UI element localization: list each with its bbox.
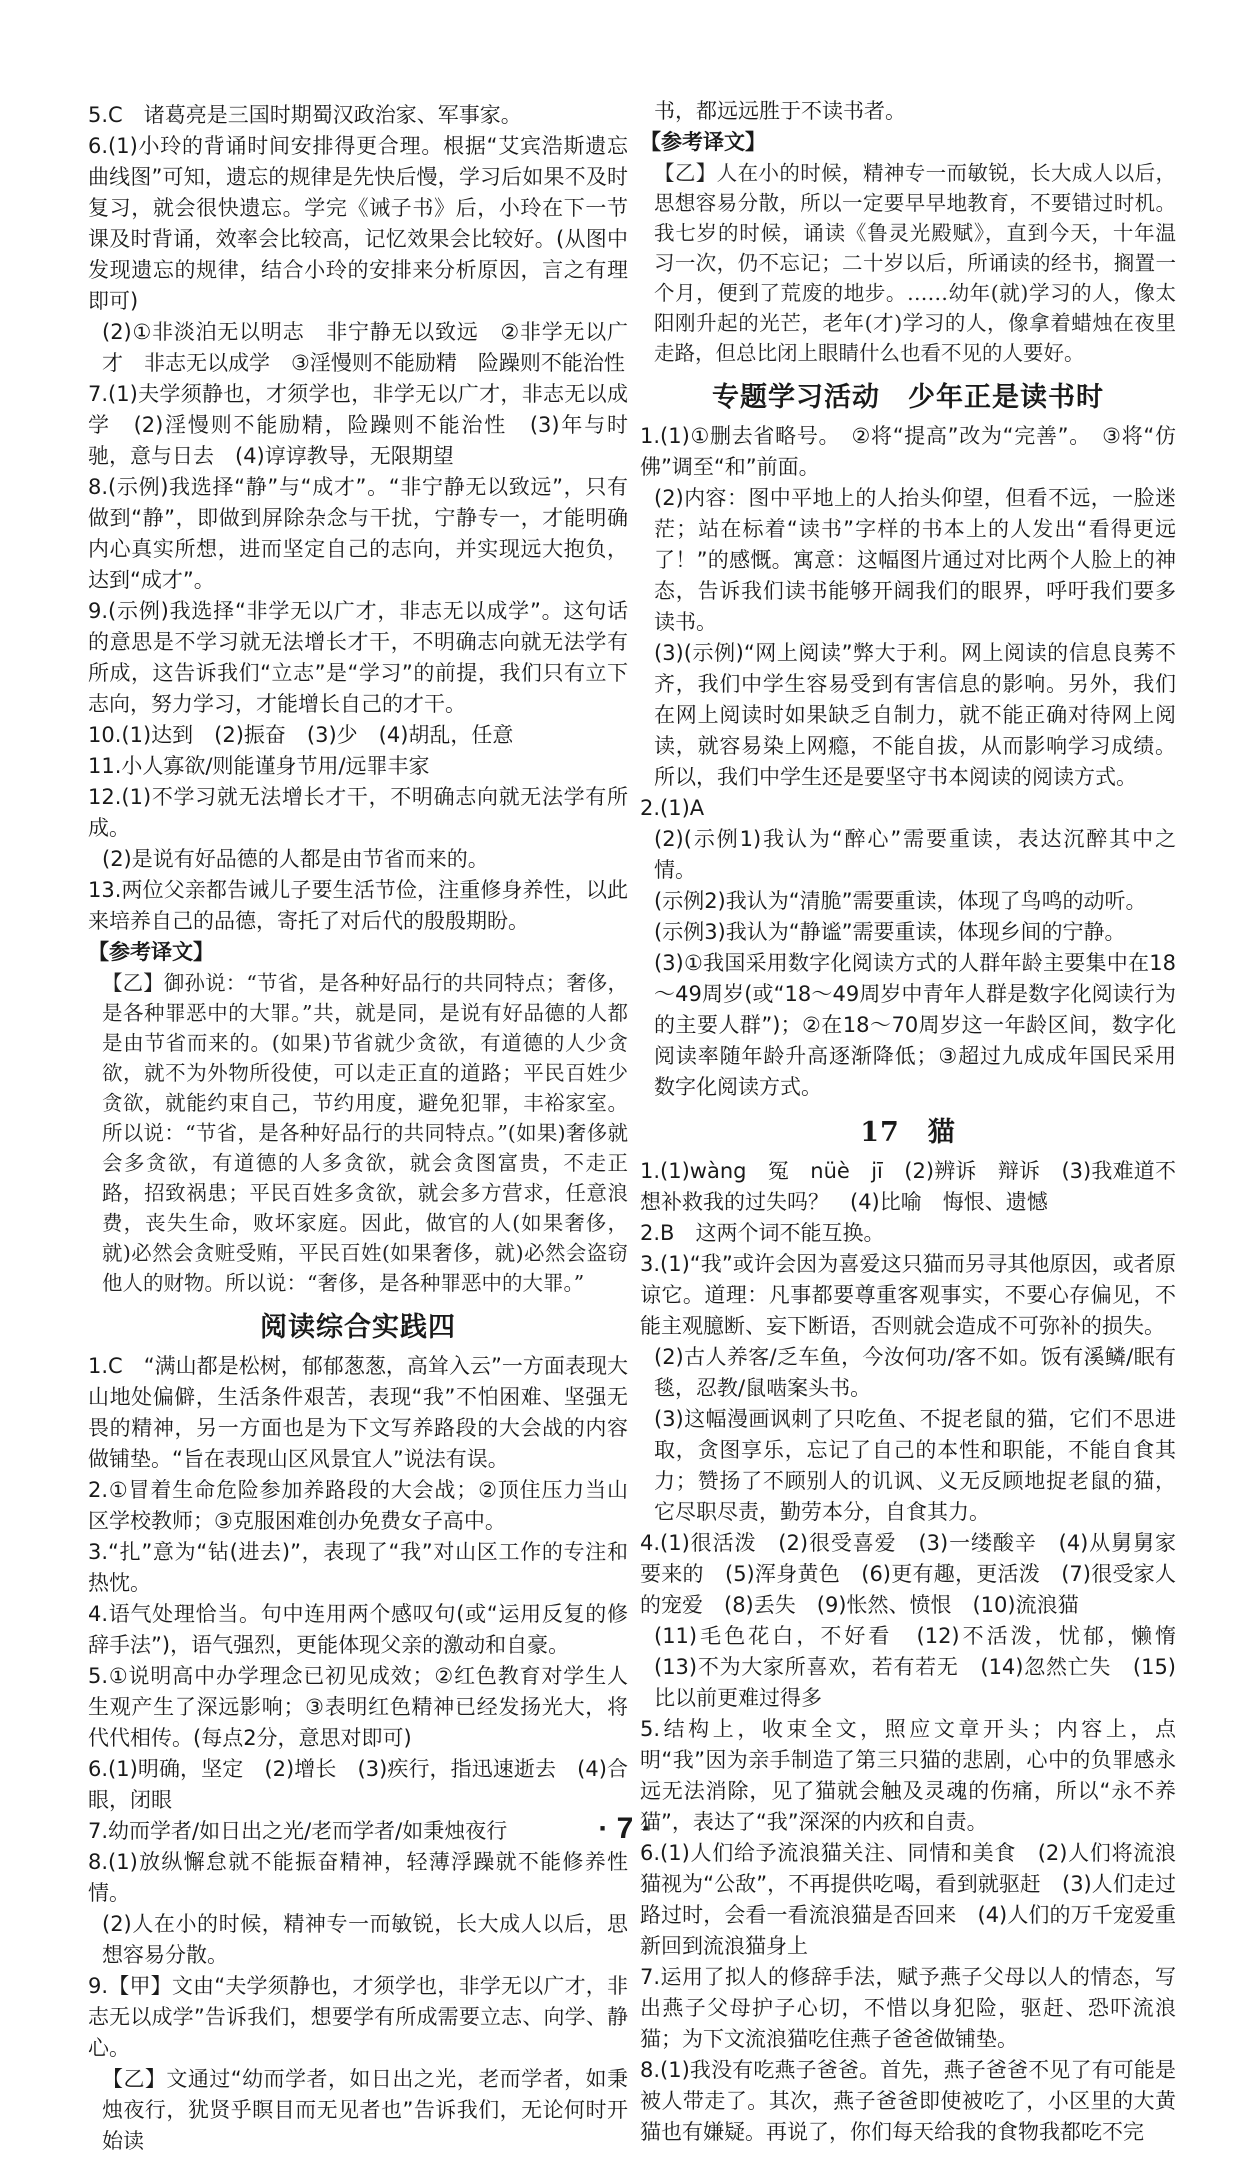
answer-subitem: (3)(示例)“网上阅读”弊大于利。网上阅读的信息良莠不齐，我们中学生容易受到有害信息的影响。另外，我们在网上阅读时如果缺乏自制力，就不能正确对待网上阅读，就容易染上网瘾，不能自拔，从而影响学习成绩。所以，我们中学生还是要坚守书本阅读的阅读方式。 [654, 641, 1176, 789]
answer-subitem: (2)(示例1)我认为“醉心”需要重读，表达沉醉其中之情。 [654, 827, 1176, 882]
answer-subitem: (11)毛色花白，不好看 (12)不活泼，忧郁，懒惰 (13)不为大家所喜欢，若有若无 (14)忽然亡失 (15)比以前更难过得多 [654, 1624, 1197, 1710]
answer-subitem: (示例2)我认为“清脆”需要重读，体现了鸟鸣的动听。 [654, 889, 1147, 913]
answer-item: 10.(1)达到 (2)振奋 (3)少 (4)胡乱，任意 [88, 723, 514, 747]
answer-item: 5.结构上，收束全文，照应文章开头；内容上，点明“我”因为亲手制造了第三只猫的悲剧，心中的负罪感永远无法消除，见了猫就会触及灵魂的伤痛，所以“永不养猫”，表达了“我”深深的内疚和自责。 [640, 1717, 1176, 1834]
answer-item: 6.(1)人们给予流浪猫关注、同情和美食 (2)人们将流浪猫视为“公敌”，不再提供吃喝，看到就驱赶 (3)人们走过路过时，会看一看流浪猫是否回来 (4)人们的万千宠爱重新回到流浪猫身上 [640, 1841, 1176, 1958]
answer-item: 3.(1)“我”或许会因为喜爱这只猫而另寻其他原因，或者原谅它。道理：凡事都要尊重客观事实，不要心存偏见，不能主观臆断、妄下断语，否则就会造成不可弥补的损失。 [640, 1252, 1176, 1338]
answer-item: 9.(示例)我选择“非学无以广才，非志无以成学”。这句话的意思是不学习就无法增长才干，不明确志向就无法学有所成，这告诉我们“立志”是“学习”的前提，我们只有立下志向，努力学习，才能增长自己的才干。 [88, 599, 628, 716]
answer-subitem: (2)内容：图中平地上的人抬头仰望，但看不远，一脸迷茫；站在标着“读书”字样的书本上的人发出“看得更远了！”的感慨。寓意：这幅图片通过对比两个人脸上的神态，告诉我们读书能够开阔我们的眼界，呼吁我们要多读书。 [654, 486, 1176, 634]
answer-item: 7.(1)夫学须静也，才须学也，非学无以广才，非志无以成学 (2)淫慢则不能励精，险躁则不能治性 (3)年与时驰，意与日去 (4)谆谆教导，无限期望 [88, 382, 628, 468]
answer-subitem: 书，都远远胜于不读书者。 [654, 99, 906, 123]
answer-item: 5.①说明高中办学理念已初见成效；②红色教育对学生人生观产生了深远影响；③表明红色精神已经发扬光大，将代代相传。(每点2分，意思对即可) [88, 1664, 628, 1750]
answer-item: 2.(1)A [640, 796, 705, 820]
answer-item: 6.(1)明确，坚定 (2)增长 (3)疾行，指迅速逝去 (4)合眼，闭眼 [88, 1757, 628, 1812]
answer-subitem: (2)古人养客/乏车鱼，今汝何功/客不如。饭有溪鳞/眠有毯，忍教/鼠啮案头书。 [654, 1345, 1176, 1400]
answer-item: 7.幼而学者/如日出之光/老而学者/如秉烛夜行 [88, 1819, 508, 1843]
reference-translation-label: 【参考译文】 [88, 940, 214, 964]
answer-item: 1.(1)wàng 冤 nüè jī (2)辨诉 辩诉 (3)我难道不想补救我的过失吗？ (4)比喻 悔恨、遗憾 [640, 1159, 1176, 1214]
answer-item: 2.B 这两个词不能互换。 [640, 1221, 885, 1245]
answer-subitem: (示例3)我认为“静谧”需要重读，体现乡间的宁静。 [654, 920, 1126, 944]
answer-item: 4.语气处理恰当。句中连用两个感叹句(或“运用反复的修辞手法”)，语气强烈，更能体现父亲的激动和自豪。 [88, 1602, 628, 1657]
answer-item: 13.两位父亲都告诫儿子要生活节俭，注重修身养性，以此来培养自己的品德，寄托了对后代的殷殷期盼。 [88, 878, 628, 933]
answer-subitem: (2)是说有好品德的人都是由节省而来的。 [102, 847, 489, 871]
section-heading: 阅读综合实践四 [260, 1312, 456, 1343]
page-number: · 7 · [598, 1812, 652, 1845]
answer-subitem: 【乙】文通过“幼而学者，如日出之光，老而学者，如秉烛夜行，犹贤乎瞑目而无见者也”告诉我们，无论何时开始读 [102, 2067, 628, 2153]
answer-item: 4.(1)很活泼 (2)很受喜爱 (3)一缕酸辛 (4)从舅舅家要来的 (5)浑身黄色 (6)更有趣，更活泼 (7)很受家人的宠爱 (8)丢失 (9)怅然、愤恨 (10)流浪猫 [640, 1531, 1176, 1617]
answer-item: 8.(1)我没有吃燕子爸爸。首先，燕子爸爸不见了有可能是被人带走了。其次，燕子爸爸即使被吃了，小区里的大黄猫也有嫌疑。再说了，你们每天给我的食物我都吃不完 [640, 2058, 1176, 2144]
section-heading: 17 猫 [860, 1117, 956, 1148]
answer-subitem: (2)①非淡泊无以明志 非宁静无以致远 ②非学无以广才 非志无以成学 ③淫慢则不能励精 险躁则不能治性 [102, 320, 628, 375]
left-column [88, 100, 628, 2157]
section-heading: 专题学习活动 少年正是读书时 [712, 382, 1104, 413]
answer-item: 1.C “满山都是松树，郁郁葱葱，高耸入云”一方面表现大山地处偏僻，生活条件艰苦，表现“我”不怕困难、坚强无畏的精神，另一方面也是为下文写养路段的大会战的内容做铺垫。“旨在表现山区风景宜人”说法有误。 [88, 1354, 628, 1471]
answer-subitem: (3)这幅漫画讽刺了只吃鱼、不捉老鼠的猫，它们不思进取，贪图享乐，忘记了自己的本性和职能，不能自食其力；赞扬了不顾别人的讥讽、义无反顾地捉老鼠的猫，它尽职尽责，勤劳本分，自食其力。 [654, 1407, 1176, 1524]
answer-subitem: (3)①我国采用数字化阅读方式的人群年龄主要集中在18～49周岁(或“18～49周岁中青年人群是数字化阅读行为的主要人群”)；②在18～70周岁这一年龄区间，数字化阅读率随年龄升高逐渐降低；③超过九成成年国民采用数字化阅读方式。 [654, 951, 1176, 1099]
reference-translation-label: 【参考译文】 [640, 130, 766, 154]
answer-item: 6.(1)小玲的背诵时间安排得更合理。根据“艾宾浩斯遗忘曲线图”可知，遗忘的规律是先快后慢，学习后如果不及时复习，就会很快遗忘。学完《诫子书》后，小玲在下一节课及时背诵，效率会比较高，记忆效果会比较好。(从图中发现遗忘的规律，结合小玲的安排来分析原因，言之有理即可) [88, 134, 628, 313]
answer-item: 3.“扎”意为“钻(进去)”，表现了“我”对山区工作的专注和热忱。 [88, 1540, 628, 1595]
answer-item: 12.(1)不学习就无法增长才干，不明确志向就无法学有所成。 [88, 785, 628, 840]
answer-item: 11.小人寡欲/则能谨身节用/远罪丰家 [88, 754, 430, 778]
answer-item: 7.运用了拟人的修辞手法，赋予燕子父母以人的情态，写出燕子父母护子心切，不惜以身犯险，驱赶、恐吓流浪猫；为下文流浪猫吃住燕子爸爸做铺垫。 [640, 1965, 1176, 2051]
answer-item: 1.(1)①删去省略号。 ②将“提高”改为“完善”。 ③将“仿佛”调至“和”前面。 [640, 424, 1176, 479]
answer-item: 2.①冒着生命危险参加养路段的大会战；②顶住压力当山区学校教师；③克服困难创办免费女子高中。 [88, 1478, 628, 1533]
answer-item: 8.(示例)我选择“静”与“成才”。“非宁静无以致远”，只有做到“静”，即做到屏除杂念与干扰，宁静专一，才能明确内心真实所想，进而坚定自己的志向，并实现远大抱负，达到“成才”。 [88, 475, 628, 592]
answer-item: 5.C 诸葛亮是三国时期蜀汉政治家、军事家。 [88, 103, 522, 127]
reference-translation-text: 【乙】人在小的时候，精神专一而敏锐，长大成人以后，思想容易分散，所以一定要早早地教育，不要错过时机。我七岁的时候，诵读《鲁灵光殿赋》，直到今天，十年温习一次，仍不忘记；二十岁以后，所诵读的经书，搁置一个月，便到了荒废的地步。……幼年(就)学习的人，像太阳刚升起的光芒，老年(才)学习的人，像拿着蜡烛在夜里走路，但总比闭上眼睛什么也看不见的人要好。 [654, 161, 1176, 365]
answer-item: 8.(1)放纵懈怠就不能振奋精神，轻薄浮躁就不能修养性情。 [88, 1850, 628, 1905]
answer-item: 9.【甲】文由“夫学须静也，才须学也，非学无以广才，非志无以成学”告诉我们，想要学有所成需要立志、向学、静心。 [88, 1974, 628, 2060]
answer-subitem: (2)人在小的时候，精神专一而敏锐，长大成人以后，思想容易分散。 [102, 1912, 628, 1967]
reference-translation-text: 【乙】御孙说：“节省，是各种好品行的共同特点；奢侈，是各种罪恶中的大罪。”共，就是同，是说有好品德的人都是由节省而来的。(如果)节省就少贪欲，有道德的人少贪欲，就不为外物所役使，可以走正直的道路；平民百姓少贪欲，就能约束自己，节约用度，避免犯罪，丰裕家室。所以说：“节省，是各种好品行的共同特点。”(如果)奢侈就会多贪欲，有道德的人多贪欲，就会贪图富贵，不走正路，招致祸患；平民百姓多贪欲，就会多方营求，任意浪费，丧失生命，败坏家庭。因此，做官的人(如果奢侈，就)必然会贪赃受贿，平民百姓(如果奢侈，就)必然会盗窃他人的财物。所以说：“奢侈，是各种罪恶中的大罪。” [102, 971, 628, 1295]
